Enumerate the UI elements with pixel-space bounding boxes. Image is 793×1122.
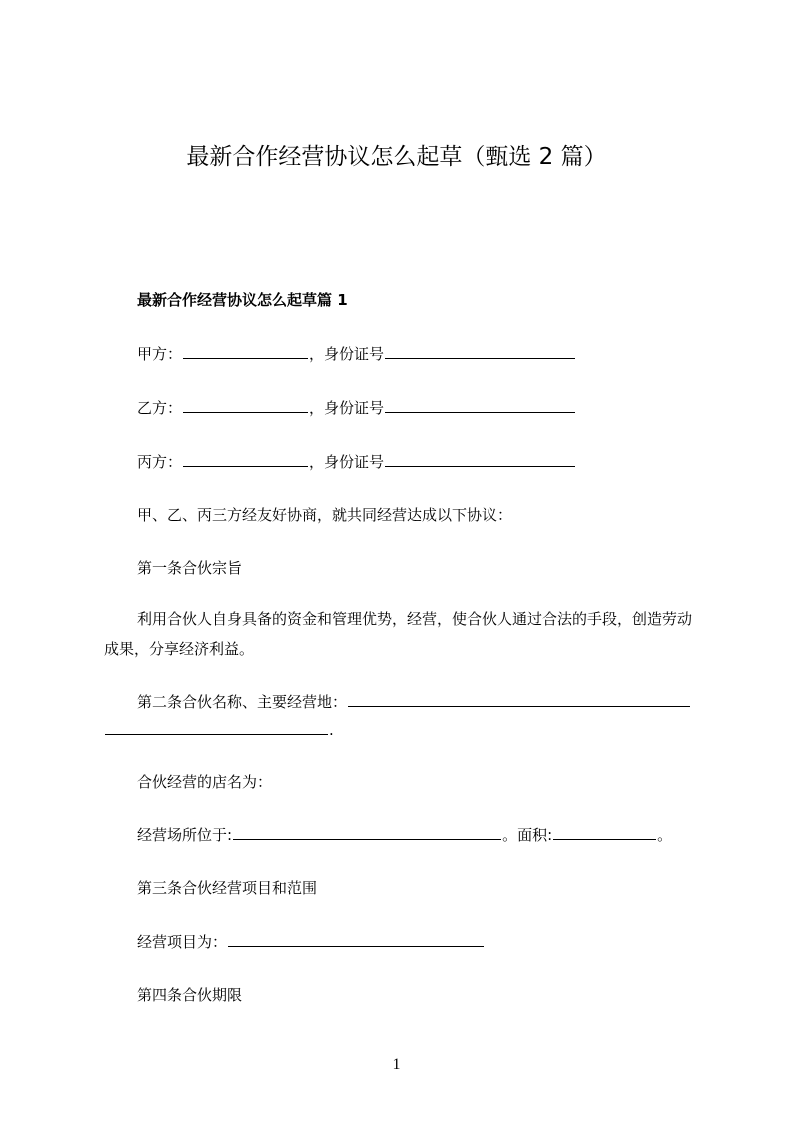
- party-b-id-blank: [385, 398, 575, 413]
- location-blank: [233, 825, 501, 840]
- party-c-line: [137, 452, 576, 472]
- party-a-line: [137, 344, 576, 364]
- store-name-line: 合伙经营的店名为：: [137, 773, 273, 791]
- party-b-label: 乙方：: [137, 399, 183, 417]
- party-c-id-blank: [385, 452, 575, 467]
- area-blank: [553, 825, 656, 840]
- location-line: [137, 825, 672, 845]
- article2-end: .: [329, 721, 334, 739]
- article2-title: 第二条合伙名称、主要经营地：: [137, 693, 348, 711]
- area-label: 。面积:: [502, 826, 553, 844]
- party-c-name-blank: [183, 452, 308, 467]
- party-a-id-label: ，身份证号: [309, 345, 385, 363]
- page-number: 1: [392, 1056, 401, 1073]
- party-b-id-label: ，身份证号: [309, 399, 385, 417]
- article4-title: 第四条合伙期限: [137, 986, 243, 1004]
- article2-line: [137, 692, 691, 712]
- party-a-id-blank: [385, 344, 575, 359]
- party-b-name-blank: [183, 398, 308, 413]
- article1-title: 第一条合伙宗旨: [137, 559, 243, 577]
- article2-blank: [348, 692, 690, 707]
- document-title: 最新合作经营协议怎么起草（甄选 2 篇）: [186, 144, 607, 170]
- location-label: 经营场所位于:: [137, 826, 233, 844]
- party-b-line: [137, 398, 576, 418]
- business-items-line: [137, 932, 485, 952]
- party-c-id-label: ，身份证号: [309, 453, 385, 471]
- article2-blank-continued: [105, 720, 328, 735]
- article3-title: 第三条合伙经营项目和范围: [137, 879, 318, 897]
- party-a-name-blank: [183, 344, 308, 359]
- article2-continuation: [104, 720, 334, 740]
- business-items-blank: [228, 932, 484, 947]
- article1-body: 利用合伙人自身具备的资金和管理优势，经营，使合伙人通过合法的手段，创造劳动成果，分享经济利益。: [104, 610, 693, 658]
- party-a-label: 甲方：: [137, 345, 183, 363]
- section-heading: 最新合作经营协议怎么起草篇 1: [137, 291, 348, 309]
- business-items-label: 经营项目为：: [137, 933, 228, 951]
- intro-paragraph: 甲、乙、丙三方经友好协商，就共同经营达成以下协议：: [137, 506, 513, 524]
- area-end: 。: [657, 826, 673, 844]
- party-c-label: 丙方：: [137, 453, 183, 471]
